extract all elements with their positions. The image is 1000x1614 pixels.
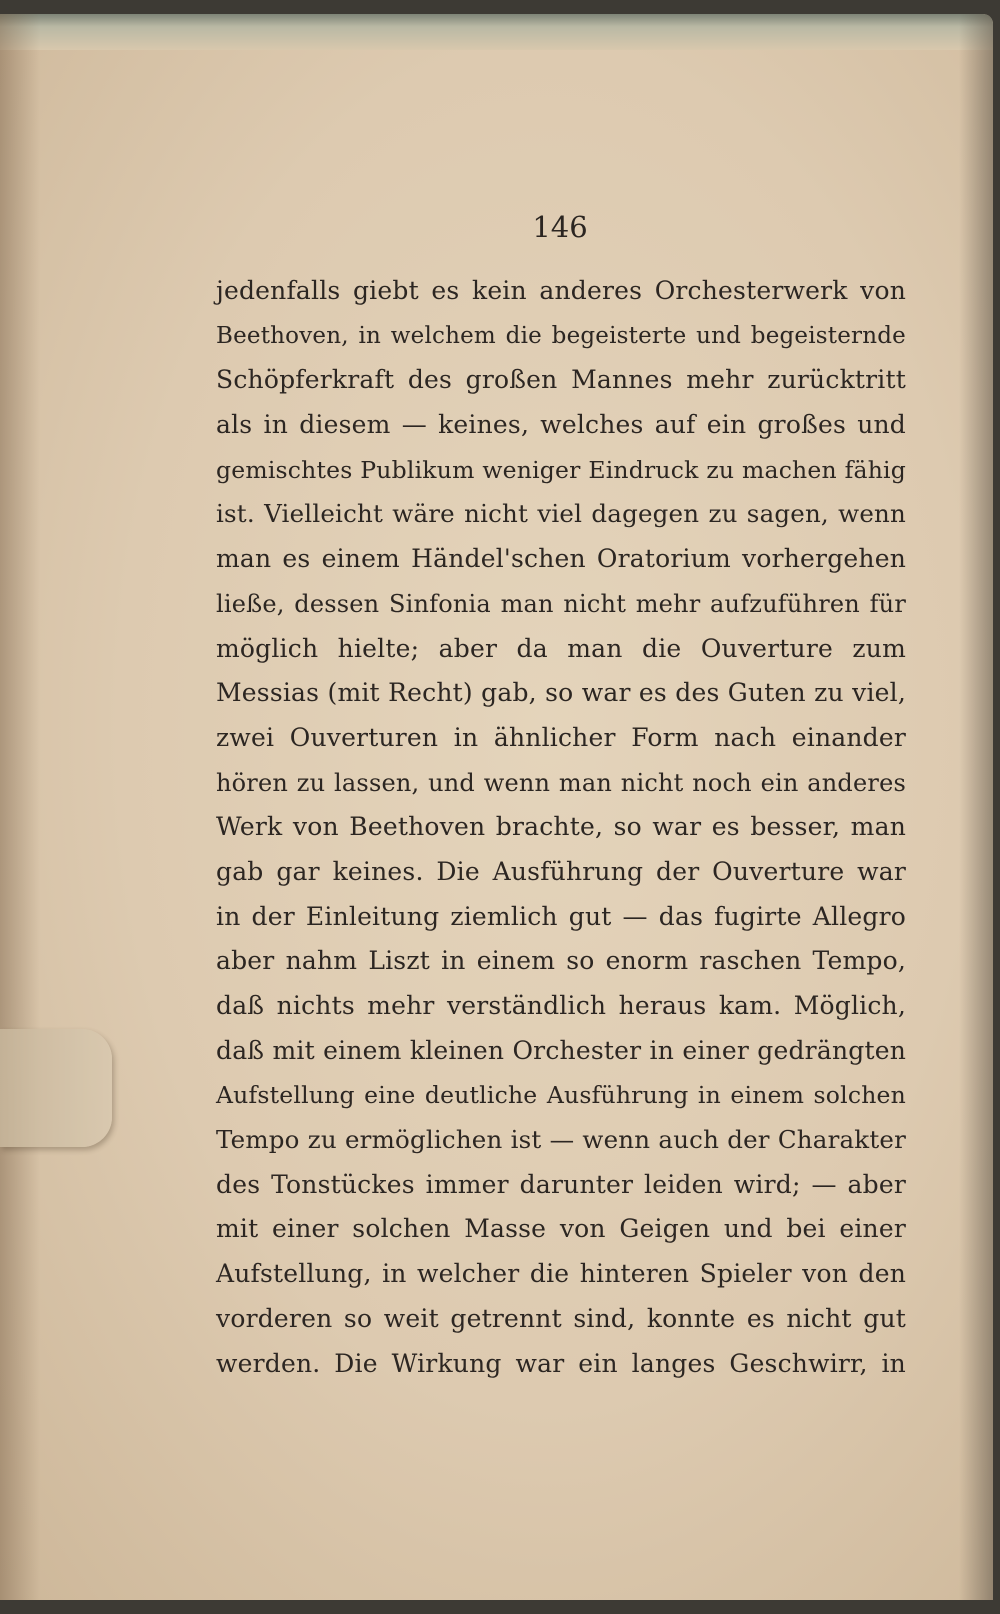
binding-gutter — [0, 14, 40, 1600]
body-text — [216, 269, 906, 1386]
text-line: hören zu lassen, und wenn man nicht noch ein anderes — [216, 768, 906, 797]
text-line: ist. Vielleicht wäre nicht viel dagegen zu sagen, wenn — [216, 499, 906, 529]
text-line: mit einer solchen Masse von Geigen und bei einer — [216, 1214, 906, 1244]
text-line: man es einem Händel'schen Oratorium vorhergehen — [216, 544, 906, 574]
page-right-edge — [959, 14, 993, 1600]
text-line: in der Einleitung ziemlich gut — das fugirte Allegro — [216, 901, 906, 931]
page-number: 146 — [532, 210, 588, 244]
page-clip — [0, 1029, 112, 1147]
text-line: Werk von Beethoven brachte, so war es besser, man — [216, 812, 906, 842]
text-line: aber nahm Liszt in einem so enorm raschen Tempo, — [216, 946, 906, 976]
text-line: zwei Ouverturen in ähnlicher Form nach einander — [216, 722, 906, 752]
text-line: Aufstellung eine deutliche Ausführung in einem solchen — [216, 1081, 906, 1110]
text-line: Beethoven, in welchem die begeisterte und begeisternde — [216, 322, 906, 349]
text-line: daß nichts mehr verständlich heraus kam. Möglich, — [216, 991, 906, 1020]
text-line: gab gar keines. Die Ausführung der Ouverture war — [216, 856, 906, 886]
text-line: ließe, dessen Sinfonia man nicht mehr aufzuführen für — [216, 589, 906, 618]
text-line: werden. Die Wirkung war ein langes Geschwirr, in — [216, 1348, 906, 1378]
text-line: Schöpferkraft des großen Mannes mehr zurücktritt — [216, 365, 906, 395]
text-line: Messias (mit Recht) gab, so war es des Guten zu viel, — [216, 678, 906, 708]
text-line: jedenfalls giebt es kein anderes Orchesterwerk von — [216, 276, 906, 305]
text-line: gemischtes Publikum weniger Eindruck zu machen fähig — [216, 455, 906, 484]
text-line: als in diesem — keines, welches auf ein großes und — [216, 410, 906, 440]
text-line: Tempo zu ermöglichen ist — wenn auch der Charakter — [216, 1125, 906, 1155]
text-line: vorderen so weit getrennt sind, konnte es nicht gut — [216, 1303, 906, 1333]
page-top-edge — [0, 14, 993, 50]
text-line: möglich hielte; aber da man die Ouverture zum — [216, 633, 906, 663]
book-page — [0, 14, 993, 1600]
text-line: des Tonstückes immer darunter leiden wird; — aber — [216, 1169, 906, 1199]
text-line: Aufstellung, in welcher die hinteren Spieler von den — [216, 1259, 906, 1289]
text-line: daß mit einem kleinen Orchester in einer gedrängten — [216, 1035, 906, 1065]
